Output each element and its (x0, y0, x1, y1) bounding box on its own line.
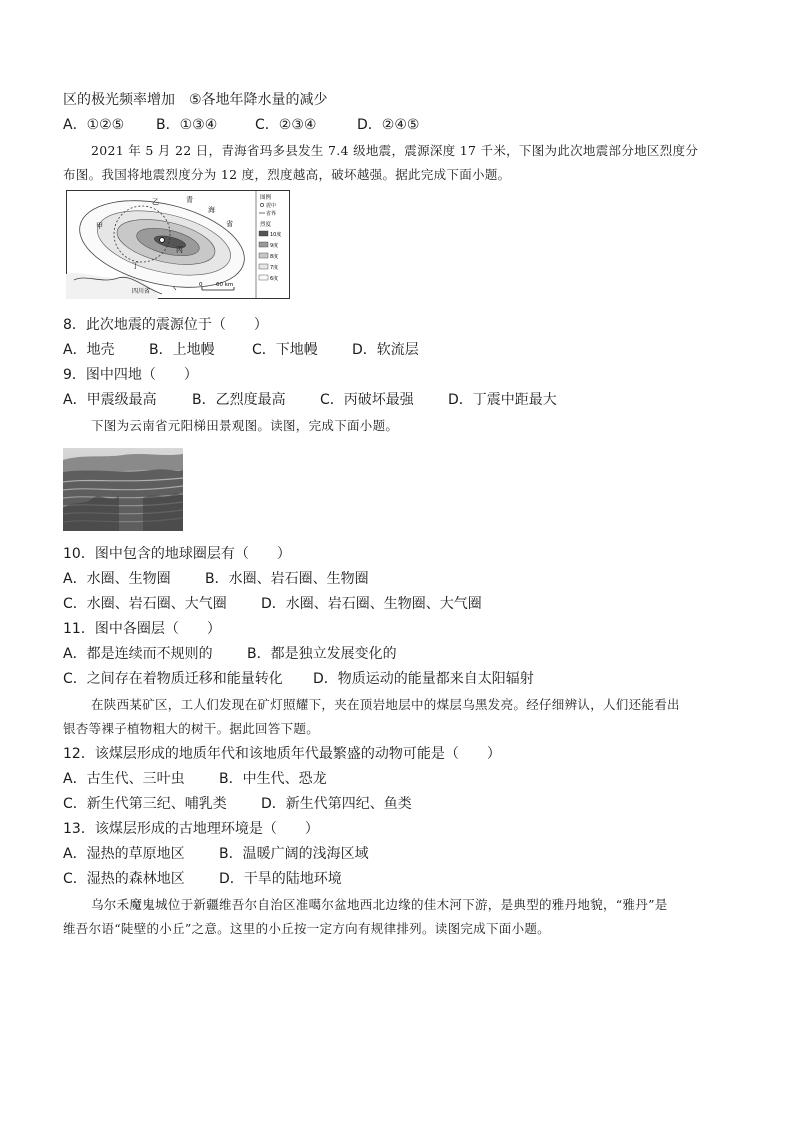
option-d: D．干旱的陆地环境 (219, 871, 342, 887)
epicenter-icon (160, 238, 165, 243)
option-a: A．都是连续而不规则的 (63, 646, 213, 662)
question-13-options-row2 (63, 870, 342, 888)
question-11-options-row1 (63, 645, 397, 663)
legend-epicenter-label: 震中 (266, 203, 277, 209)
scale-label-distance: 60 km (216, 282, 234, 288)
option-c: C．下地幔 (252, 342, 318, 358)
option-a: A．①②⑤ (63, 117, 125, 133)
legend-title: 图例 (260, 195, 272, 201)
option-d: D．②④⑤ (357, 117, 420, 133)
intensity-title: 烈度 (260, 222, 272, 228)
passage-yardang-line2: 维吾尔语“陡壁的小丘”之意。这里的小丘按一定方向有规律排列。读图完成下面小题。 (63, 921, 550, 936)
option-b: B．乙烈度最高 (192, 392, 286, 408)
legend-epicenter-icon (260, 203, 263, 206)
point-label-jia: 甲 (96, 222, 103, 230)
intensity-9: 9度 (270, 243, 279, 249)
question-10-options-row1 (63, 570, 369, 588)
passage-earthquake-line1: 2021 年 5 月 22 日，青海省玛多县发生 7.4 级地震，震源深度 17 千米，下图为此次地震部分地区烈度分 (91, 143, 699, 158)
legend-border-label: 省界 (266, 211, 277, 217)
intensity-10: 10度 (270, 232, 282, 238)
option-c: C．水圈、岩石圈、大气圈 (63, 596, 227, 612)
option-a: A．地壳 (63, 342, 115, 358)
option-b: B．水圈、岩石圈、生物圈 (205, 571, 369, 587)
question-11-stem: 11．图中各圈层（ ） (63, 621, 221, 637)
intensity-6: 6度 (270, 276, 279, 282)
point-label-yi: 乙 (152, 198, 159, 206)
fragment-line: 区的极光频率增加 ⑤各地年降水量的减少 (63, 92, 328, 108)
passage-coal-line1: 在陕西某矿区，工人们发现在矿灯照耀下，夹在顶岩地层中的煤层乌黑发亮。经仔细辨认，人们还能看出 (91, 697, 680, 712)
question-8-stem: 8．此次地震的震源位于（ ） (63, 317, 268, 333)
region-label-hai: 海 (208, 206, 215, 214)
passage-yardang-line1: 乌尔禾魔鬼城位于新疆维吾尔自治区准噶尔盆地西北边缘的佳木河下游，是典型的雅丹地貌，“雅丹”是 (91, 897, 668, 912)
region-label-sichuan: 四川省 (132, 288, 151, 295)
question-13-stem: 13．该煤层形成的古地理环境是（ ） (63, 821, 319, 837)
option-a: A．甲震级最高 (63, 392, 157, 408)
point-label-ding: 丁 (132, 262, 139, 270)
passage-terrace-line1: 下图为云南省元阳梯田景观图。读图，完成下面小题。 (91, 418, 399, 433)
option-b: B．上地幔 (149, 342, 215, 358)
point-label-bing: 丙 (176, 246, 183, 254)
option-b: B．中生代、恐龙 (219, 771, 327, 787)
region-label-sheng: 省 (226, 220, 233, 228)
earthquake-intensity-map (66, 190, 290, 299)
intensity-7: 7度 (270, 265, 279, 271)
option-c: C．湿热的森林地区 (63, 871, 185, 887)
question-12-stem: 12．该煤层形成的地质年代和该地质年代最繁盛的动物可能是（ ） (63, 746, 501, 762)
intensity-8: 8度 (270, 254, 279, 260)
question-8-options (63, 341, 419, 359)
option-c: C．②③④ (255, 117, 317, 133)
option-b: B．温暖广阔的浅海区域 (219, 846, 369, 862)
option-d: D．软流层 (352, 342, 419, 358)
question-12-options-row1 (63, 770, 327, 788)
option-d: D．物质运动的能量都来自太阳辐射 (313, 671, 534, 687)
option-a: A．水圈、生物圈 (63, 571, 171, 587)
option-a: A．古生代、三叶虫 (63, 771, 185, 787)
question-9-options (63, 391, 557, 409)
question-12-options-row2 (63, 795, 412, 813)
region-label-qing: 青 (186, 196, 193, 204)
option-row (63, 116, 419, 134)
passage-earthquake-line2: 布图。我国将地震烈度分为 12 度，烈度越高，破坏越强。据此完成下面小题。 (63, 167, 511, 182)
option-b: B．都是独立发展变化的 (247, 646, 397, 662)
option-c: C．之间存在着物质迁移和能量转化 (63, 671, 283, 687)
option-b: B．①③④ (156, 117, 218, 133)
terrace-landscape-photo (63, 448, 183, 531)
question-10-stem: 10．图中包含的地球圈层有（ ） (63, 546, 291, 562)
passage-coal-line2: 银杏等裸子植物粗大的树干。据此回答下题。 (63, 721, 320, 736)
option-c: C．丙破坏最强 (320, 392, 414, 408)
option-d: D．新生代第四纪、鱼类 (261, 796, 412, 812)
option-d: D．水圈、岩石圈、生物圈、大气圈 (261, 596, 482, 612)
scale-label-zero: 0 (199, 282, 203, 288)
option-d: D．丁震中距最大 (448, 392, 557, 408)
question-13-options-row1 (63, 845, 369, 863)
question-11-options-row2 (63, 670, 534, 688)
option-c: C．新生代第三纪、哺乳类 (63, 796, 227, 812)
question-9-stem: 9．图中四地（ ） (63, 367, 198, 383)
option-a: A．湿热的草原地区 (63, 846, 185, 862)
question-10-options-row2 (63, 595, 482, 613)
